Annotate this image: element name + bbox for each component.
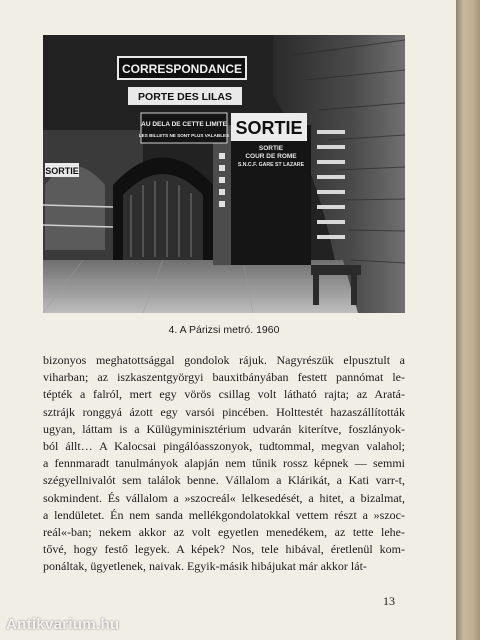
photo-caption: 4. A Párizsi metró. 1960 [168, 324, 280, 336]
text-line: a fennmaradt tanulmányok alapján nem tűnik rossz képnek — semmi [43, 456, 405, 471]
text-line: reál«-ban; nekem akkor az volt egyetlen menedékem, az tette lehe- [43, 525, 405, 540]
text-line: tővé, hogy festő legyek. A képek? Nos, tele hibával, éretlenül kom- [43, 542, 405, 557]
sign-sortie-left: SORTIE [45, 166, 79, 176]
text-line: ugyan, láttam is a Külügyminisztérium udvarán kiterítve, foszlányok- [43, 421, 405, 436]
text-line: a lendületet. Én nem sanda mellékgondolatokkal vettem részt a »szoc- [43, 507, 405, 522]
sign-au-dela-line2: LES BILLETS NE SONT PLUS VALABLES [138, 133, 230, 138]
text-line: szégyellnivalót sem találok benne. Vállalom a Klárikát, a Kati varr-t, [43, 473, 405, 488]
sign-sortie-main: SORTIE [235, 118, 303, 138]
page-number: 13 [383, 594, 395, 608]
metro-illustration [43, 35, 405, 313]
text-line: sztrájk ronggyá ázott egy varsói pincében. Holttestét hazaszállították [43, 404, 405, 419]
book-spine [456, 0, 480, 640]
text-line: viharban; az iszkaszentgyörgyi bauxitbányában festett pannómat le- [43, 370, 405, 385]
text-line: ponáltak, ügyetlenek, naivak. Egyik-másik hibájukat már akkor lát- [43, 559, 367, 574]
sign-sortie-small: SORTIE [258, 145, 284, 152]
sign-porte-des-lilas: PORTE DES LILAS [138, 91, 232, 103]
sign-sncf: S.N.C.F. GARE ST LAZARE [237, 162, 305, 168]
sign-au-dela-line1: AU DELA DE CETTE LIMITE [141, 121, 227, 128]
watermark: Antikvarium.hu [6, 616, 120, 633]
metro-photo [43, 35, 405, 313]
text-line: sokmindent. És vállalom a »szocreál« lelkesedését, a hitet, a bizalmat, [43, 490, 405, 505]
text-line: bizonyos meghatottsággal gondolok rájuk. Nagyrészük elpusztult a [43, 353, 405, 367]
text-line: tépték a falról, mert egy vörös csillag volt látható rajta; az Aratá- [43, 387, 405, 402]
body-text [43, 352, 405, 576]
sign-cour-de-rome: COUR DE ROME [245, 153, 297, 160]
sign-correspondance: CORRESPONDANCE [121, 62, 243, 76]
text-line: ból állt… A Kalocsai pingálóasszonyok, tudtommal, megvan valahol; [43, 439, 405, 454]
